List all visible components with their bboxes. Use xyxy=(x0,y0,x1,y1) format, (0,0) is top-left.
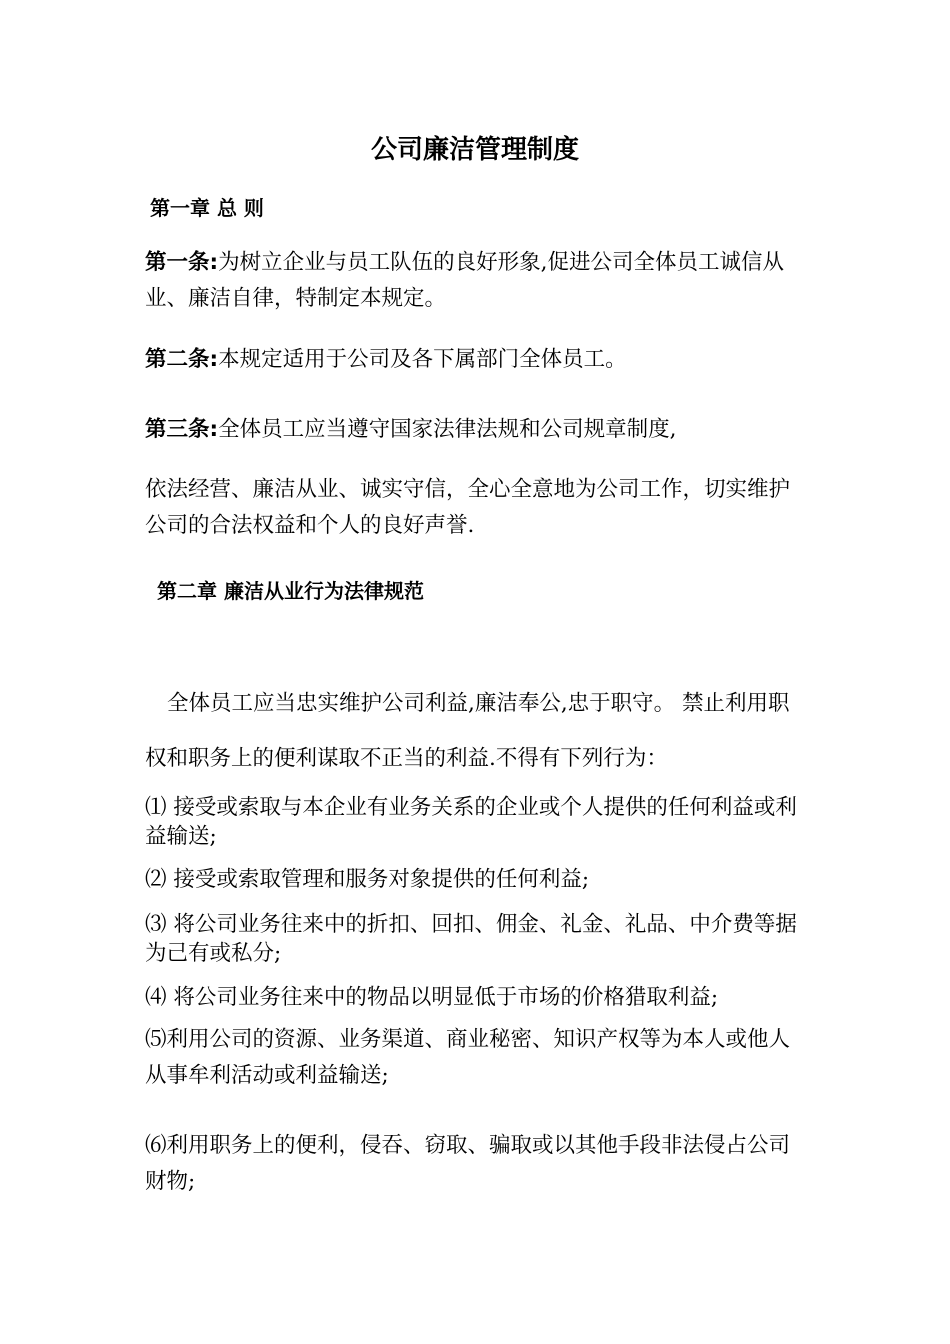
article-1-label: 第一条: xyxy=(145,250,219,275)
chapter-2-heading: 第二章 廉洁从业行为法律规范 xyxy=(157,579,424,603)
page-title: 公司廉洁管理制度 xyxy=(370,135,579,165)
article-2-label: 第二条: xyxy=(145,347,219,372)
list-item-5: ⑸利用公司的资源、业务渠道、商业秘密、知识产权等为本人或他人从事牟利活动或利益输送; xyxy=(145,1027,791,1088)
list-item-1: ⑴ 接受或索取与本企业有业务关系的企业或个人提供的任何利益或利益输送; xyxy=(145,795,797,849)
article-1 xyxy=(145,245,810,317)
article-3-label: 第三条: xyxy=(145,417,219,442)
article-2 xyxy=(145,342,810,378)
article-2-text: 本规定适用于公司及各下属部门全体员工。 xyxy=(218,347,627,372)
chapter-1-heading: 第一章 总 则 xyxy=(150,196,264,220)
article-3-text: 全体员工应当遵守国家法律法规和公司规章制度, xyxy=(218,417,677,442)
list-item-3: ⑶ 将公司业务往来中的折扣、回扣、佣金、礼金、礼品、中介费等据为己有或私分; xyxy=(145,912,797,966)
article-3 xyxy=(145,412,810,448)
list-item-2: ⑵ 接受或索取管理和服务对象提供的任何利益; xyxy=(145,867,590,892)
chapter-2-intro: 全体员工应当忠实维护公司利益,廉洁奉公,忠于职守。 禁止利用职权和职务上的便利谋取不正当的利益.不得有下列行为： xyxy=(145,691,790,771)
list-item-4: ⑷ 将公司业务往来中的物品以明显低于市场的价格猎取利益; xyxy=(145,985,719,1010)
article-1-text: 为树立企业与员工队伍的良好形象,促进公司全体员工诚信从业、廉洁自律，特制定本规定。 xyxy=(145,250,784,311)
article-3-continuation: 依法经营、廉洁从业、诚实守信，全心全意地为公司工作，切实维护公司的合法权益和个人的良好声誉. xyxy=(145,477,791,538)
list-item-6: ⑹利用职务上的便利，侵吞、窃取、骗取或以其他手段非法侵占公司财物; xyxy=(145,1133,791,1194)
